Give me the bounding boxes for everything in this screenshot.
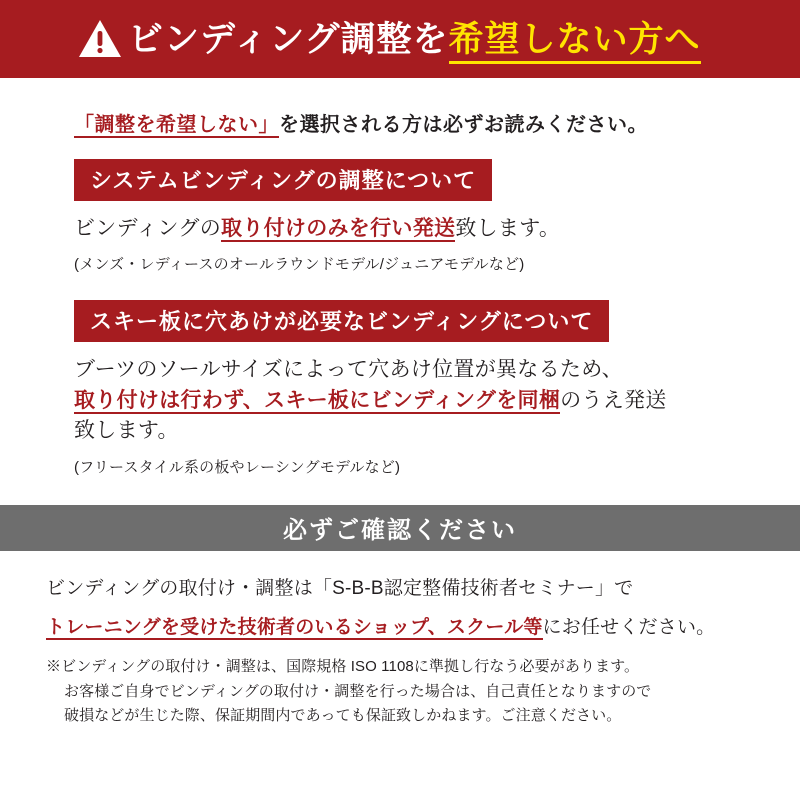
banner-title [128, 19, 701, 59]
banner-title-highlight: 希望しない方へ [449, 20, 701, 64]
section1-heading: システムビンディングの調整について [74, 159, 492, 201]
bottom-spacer [0, 739, 800, 800]
section1-line-pre: ビンディングの [74, 217, 221, 240]
fine-print-line3: 破損などが生じた際、保証期間内であっても保証致しかねます。ご注意ください。 [64, 707, 622, 725]
section2-line3: 致します。 [74, 419, 179, 443]
section2-line2-emphasis: 取り付けは行わず、スキー板にビンディングを同梱 [74, 388, 561, 412]
section1-line-emphasis: 取り付けのみを行い発送 [221, 217, 456, 240]
section2-heading: スキー板に穴あけが必要なビンディングについて [74, 300, 609, 342]
warning-banner [0, 0, 800, 78]
main-body [0, 78, 800, 487]
section2-body [74, 355, 756, 476]
section-divider-space [44, 274, 756, 300]
confirmation-line2 [46, 612, 754, 639]
warning-exclamation-icon [78, 19, 122, 59]
fine-print-line1: ※ビンディングの取付け・調整は、国際規格 ISO 1108に準拠し行なう必要があります。 [46, 657, 640, 675]
fine-print [46, 655, 754, 729]
section1-note: (メンズ・レディースのオールラウンドモデル/ジュニアモデルなど) [74, 256, 525, 274]
lead-text [74, 108, 756, 137]
confirmation-heading: 必ずご確認ください [283, 517, 517, 545]
section1-main-line [74, 214, 756, 244]
section2-line1: ブーツのソールサイズによって穴あけ位置が異なるため、 [74, 358, 623, 382]
confirmation-line2-post: にお任せください。 [542, 616, 716, 638]
confirmation-header-bar [0, 505, 800, 551]
confirmation-section [0, 505, 800, 739]
confirmation-line1: ビンディングの取付け・調整は「S-B-B認定整備技術者セミナー」で [46, 577, 634, 599]
section-drilling-binding [44, 300, 756, 476]
confirmation-line2-emphasis: トレーニングを受けた技術者のいるショップ、スクール等 [46, 616, 543, 638]
fine-print-line2: お客様ご自身でビンディングの取付け・調整を行った場合は、自己責任となりますので [64, 682, 652, 700]
section2-line2 [74, 386, 756, 416]
section1-line-post: 致します。 [455, 217, 561, 240]
section2-line2-post: のうえ発送 [560, 388, 667, 412]
banner-title-plain: ビンディング調整を [128, 19, 449, 59]
section1-body [74, 214, 756, 274]
section-system-binding [44, 159, 756, 274]
lead-rest: を選択される方は必ずお読みください。 [279, 114, 648, 136]
section2-note: (フリースタイル系の板やレーシングモデルなど) [74, 458, 401, 476]
lead-emphasis: 「調整を希望しない」 [74, 114, 279, 136]
confirmation-body [0, 551, 800, 739]
